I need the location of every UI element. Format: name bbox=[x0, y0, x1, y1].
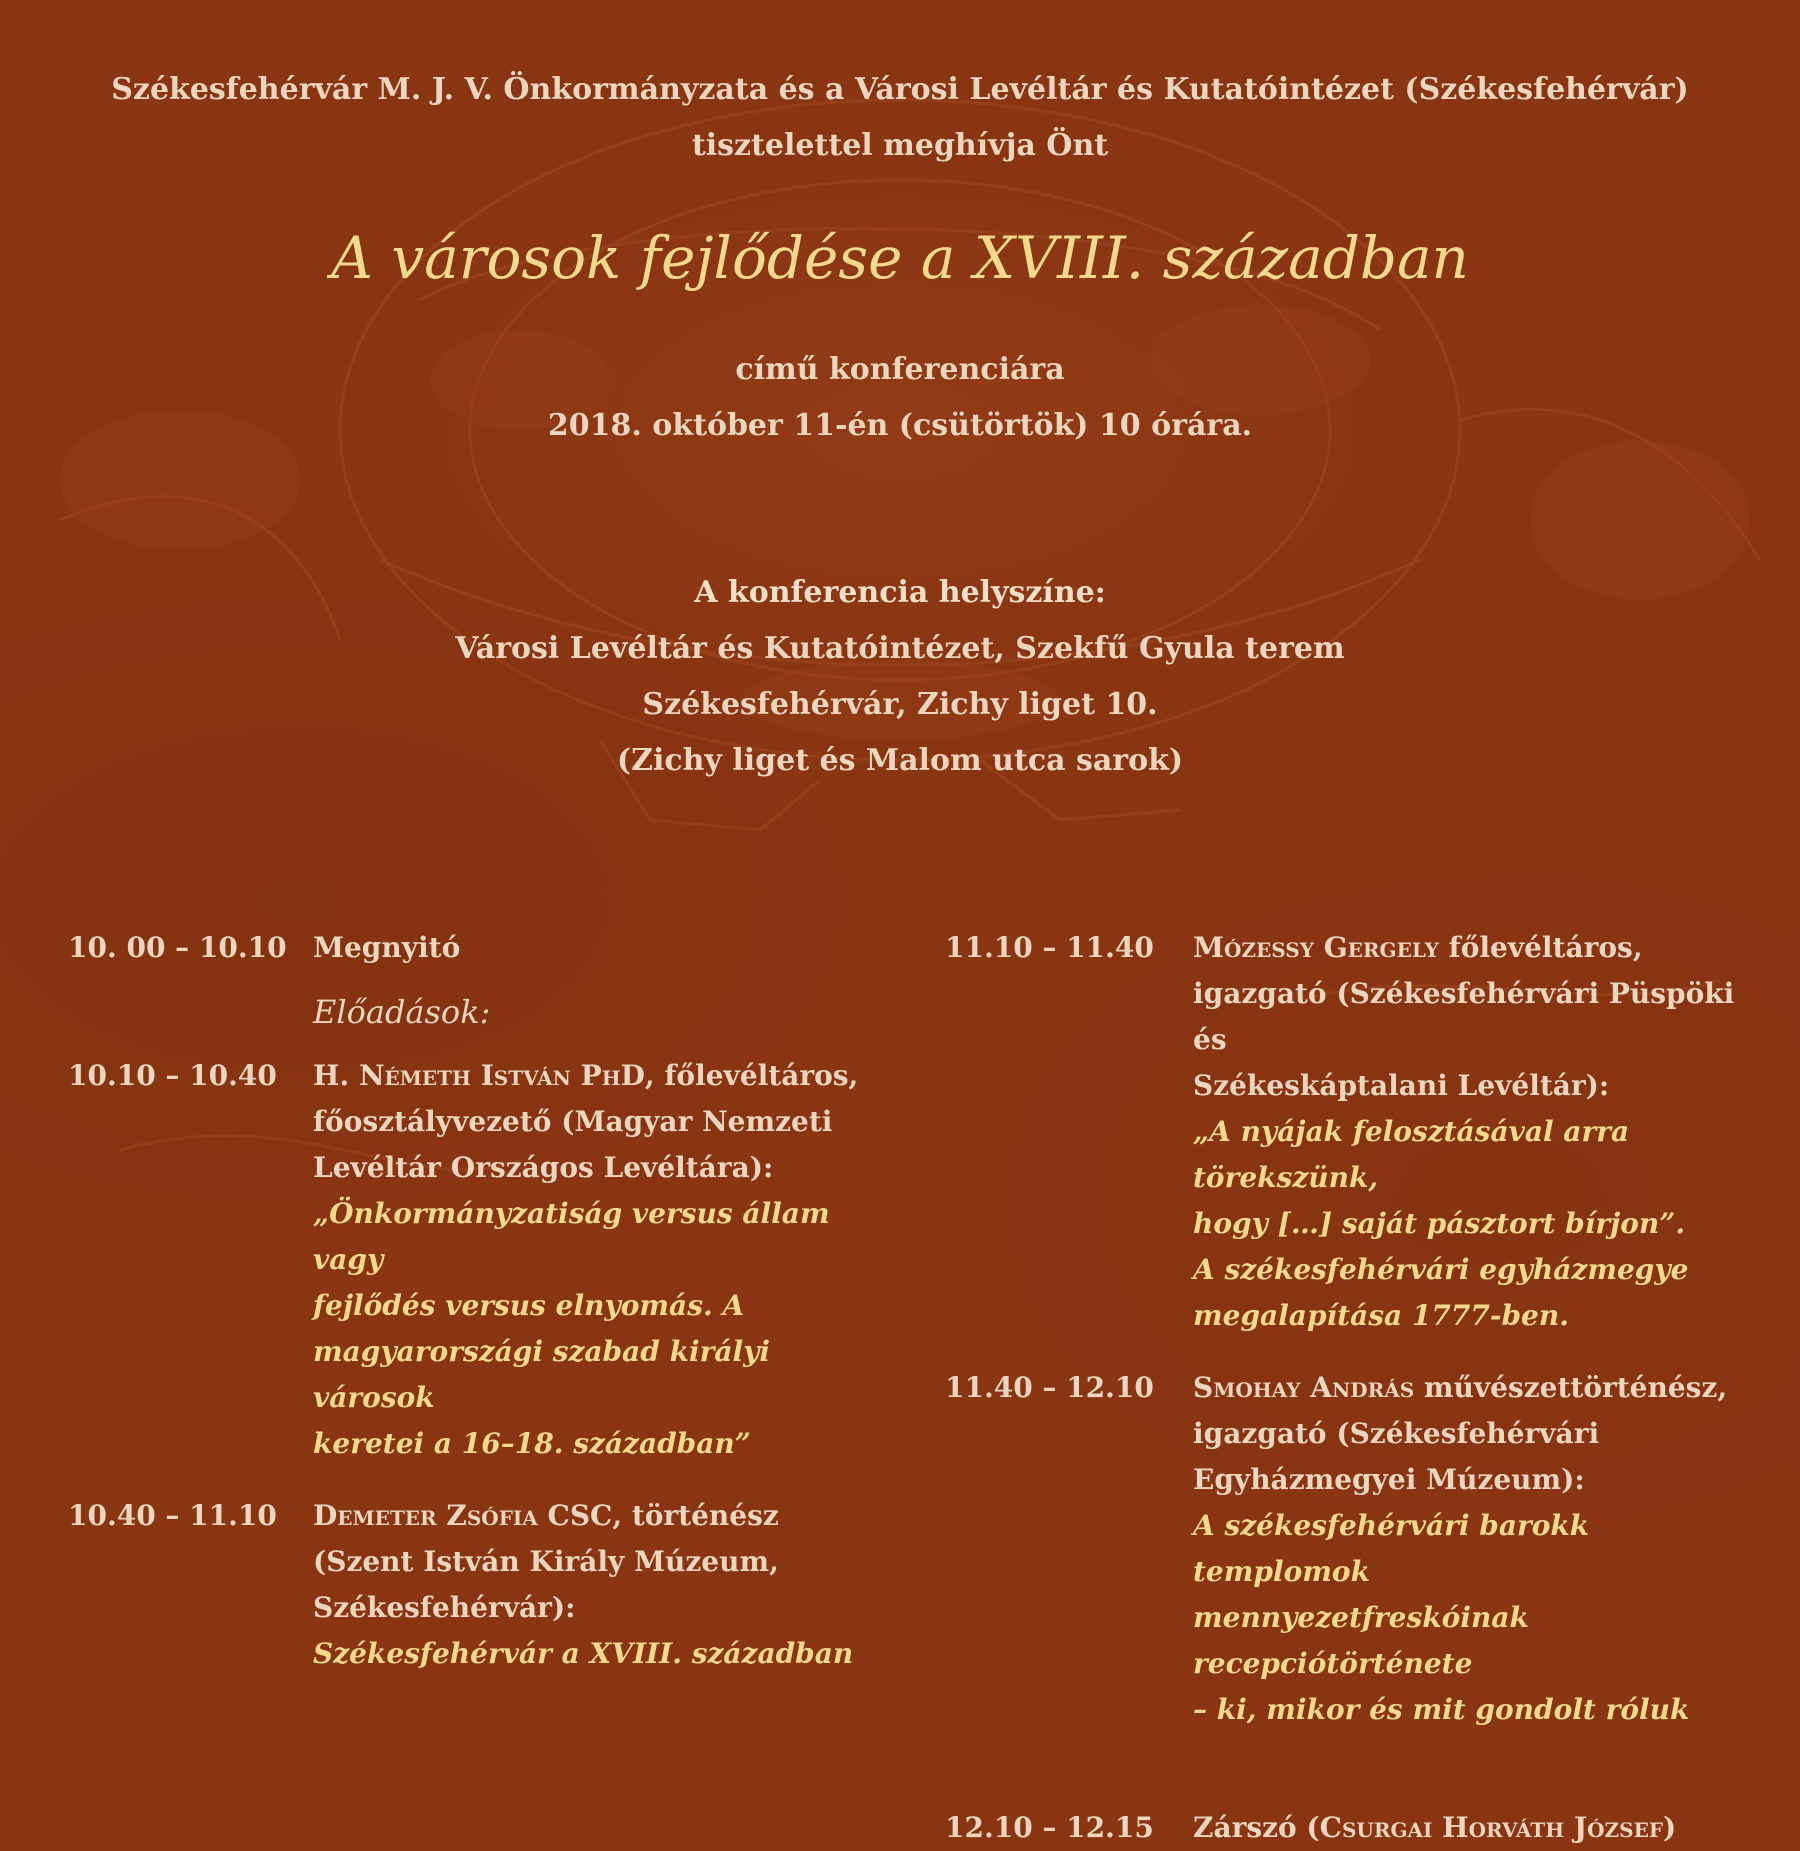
closing-time: 12.10 – 12.15 bbox=[945, 1811, 1154, 1844]
opening-time: 10. 00 – 10.10 bbox=[68, 931, 287, 964]
venue-line-2: Székesfehérvár, Zichy liget 10. bbox=[642, 687, 1158, 722]
talk-title: mennyezetfreskóinak recepciótörténete bbox=[1193, 1601, 1529, 1680]
opening-label: Megnyitó bbox=[313, 931, 461, 964]
venue-heading: A konferencia helyszíne: bbox=[694, 575, 1106, 610]
schedule-row bbox=[945, 1365, 1775, 1733]
speaker-affiliation: Székesfehérvár): bbox=[313, 1591, 576, 1624]
speaker-role: , történész bbox=[612, 1499, 779, 1532]
speaker-affiliation: Egyházmegyei Múzeum): bbox=[1193, 1463, 1585, 1496]
schedule-row bbox=[68, 1493, 868, 1677]
talk-title: megalapítása 1777-ben. bbox=[1193, 1299, 1569, 1332]
closing-label: Zárszó ( bbox=[1193, 1811, 1320, 1844]
speaker-affiliation: igazgató (Székesfehérvári Püspöki és bbox=[1193, 977, 1735, 1056]
invitation-header bbox=[0, 62, 1800, 174]
schedule-right-column bbox=[945, 925, 1775, 1851]
talk-title: magyarországi szabad királyi városok bbox=[313, 1335, 771, 1414]
speaker-name: Mózessy Gergely bbox=[1193, 931, 1439, 964]
speaker-name: H. Németh István PhD bbox=[313, 1059, 645, 1092]
speaker-name: Demeter Zsófia CSC bbox=[313, 1499, 613, 1532]
venue-line-3: (Zichy liget és Malom utca sarok) bbox=[616, 743, 1184, 778]
speaker-affiliation: Levéltár Országos Levéltára): bbox=[313, 1151, 774, 1184]
speaker-role: , főlevéltáros, bbox=[644, 1059, 859, 1092]
talk-title: A székesfehérvári barokk templomok bbox=[1193, 1509, 1590, 1588]
conference-line: című konferenciára bbox=[735, 352, 1065, 387]
talk-title: A székesfehérvári egyházmegye bbox=[1193, 1253, 1689, 1286]
conference-title: A városok fejlődése a XVIII. században bbox=[331, 224, 1469, 292]
speaker-role: főlevéltáros, bbox=[1438, 931, 1643, 964]
schedule-row bbox=[945, 925, 1775, 1339]
talk-title: hogy […] saját pásztort bírjon”. bbox=[1193, 1207, 1686, 1240]
invite-line: tisztelettel meghívja Önt bbox=[691, 128, 1109, 163]
talk-title: keretei a 16–18. században” bbox=[313, 1427, 751, 1460]
talk-title: fejlődés versus elnyomás. A bbox=[313, 1289, 745, 1322]
talk-time: 11.10 – 11.40 bbox=[945, 931, 1154, 964]
talk-time: 11.40 – 12.10 bbox=[945, 1371, 1154, 1404]
event-date: 2018. október 11-én (csütörtök) 10 órára. bbox=[547, 408, 1253, 443]
closing-speaker: Csurgai Horváth József bbox=[1319, 1811, 1664, 1844]
talk-time: 10.40 – 11.10 bbox=[68, 1499, 277, 1532]
speaker-affiliation: főosztályvezető (Magyar Nemzeti bbox=[313, 1105, 833, 1138]
event-info bbox=[0, 342, 1800, 454]
speaker-role: művészettörténész, bbox=[1414, 1371, 1728, 1404]
talk-title: „Önkormányzatiság versus állam vagy bbox=[313, 1197, 830, 1276]
talk-title: – ki, mikor és mit gondolt róluk bbox=[1193, 1693, 1690, 1726]
speaker-affiliation: igazgató (Székesfehérvári bbox=[1193, 1417, 1600, 1450]
schedule-row-opening bbox=[68, 925, 868, 971]
organizer-line: Székesfehérvár M. J. V. Önkormányzata és a Városi Levéltár és Kutatóintézet (Székesfehérvár) bbox=[111, 72, 1689, 107]
venue-block bbox=[0, 565, 1800, 789]
talk-title: „A nyájak felosztásával arra törekszünk, bbox=[1193, 1115, 1630, 1194]
speaker-affiliation: Székeskáptalani Levéltár): bbox=[1193, 1069, 1610, 1102]
closing-label-end: ) bbox=[1663, 1811, 1677, 1844]
schedule-row bbox=[68, 1053, 868, 1467]
schedule-row-closing bbox=[945, 1805, 1775, 1851]
speaker-affiliation: (Szent István Király Múzeum, bbox=[313, 1545, 779, 1578]
talk-title: Székesfehérvár a XVIII. században bbox=[313, 1637, 854, 1670]
section-label: Előadások: bbox=[313, 993, 491, 1031]
speaker-name: Smohay András bbox=[1193, 1371, 1415, 1404]
schedule-left-column bbox=[68, 925, 868, 1677]
venue-line-1: Városi Levéltár és Kutatóintézet, Szekfű Gyula terem bbox=[455, 631, 1345, 666]
talk-time: 10.10 – 10.40 bbox=[68, 1059, 277, 1092]
